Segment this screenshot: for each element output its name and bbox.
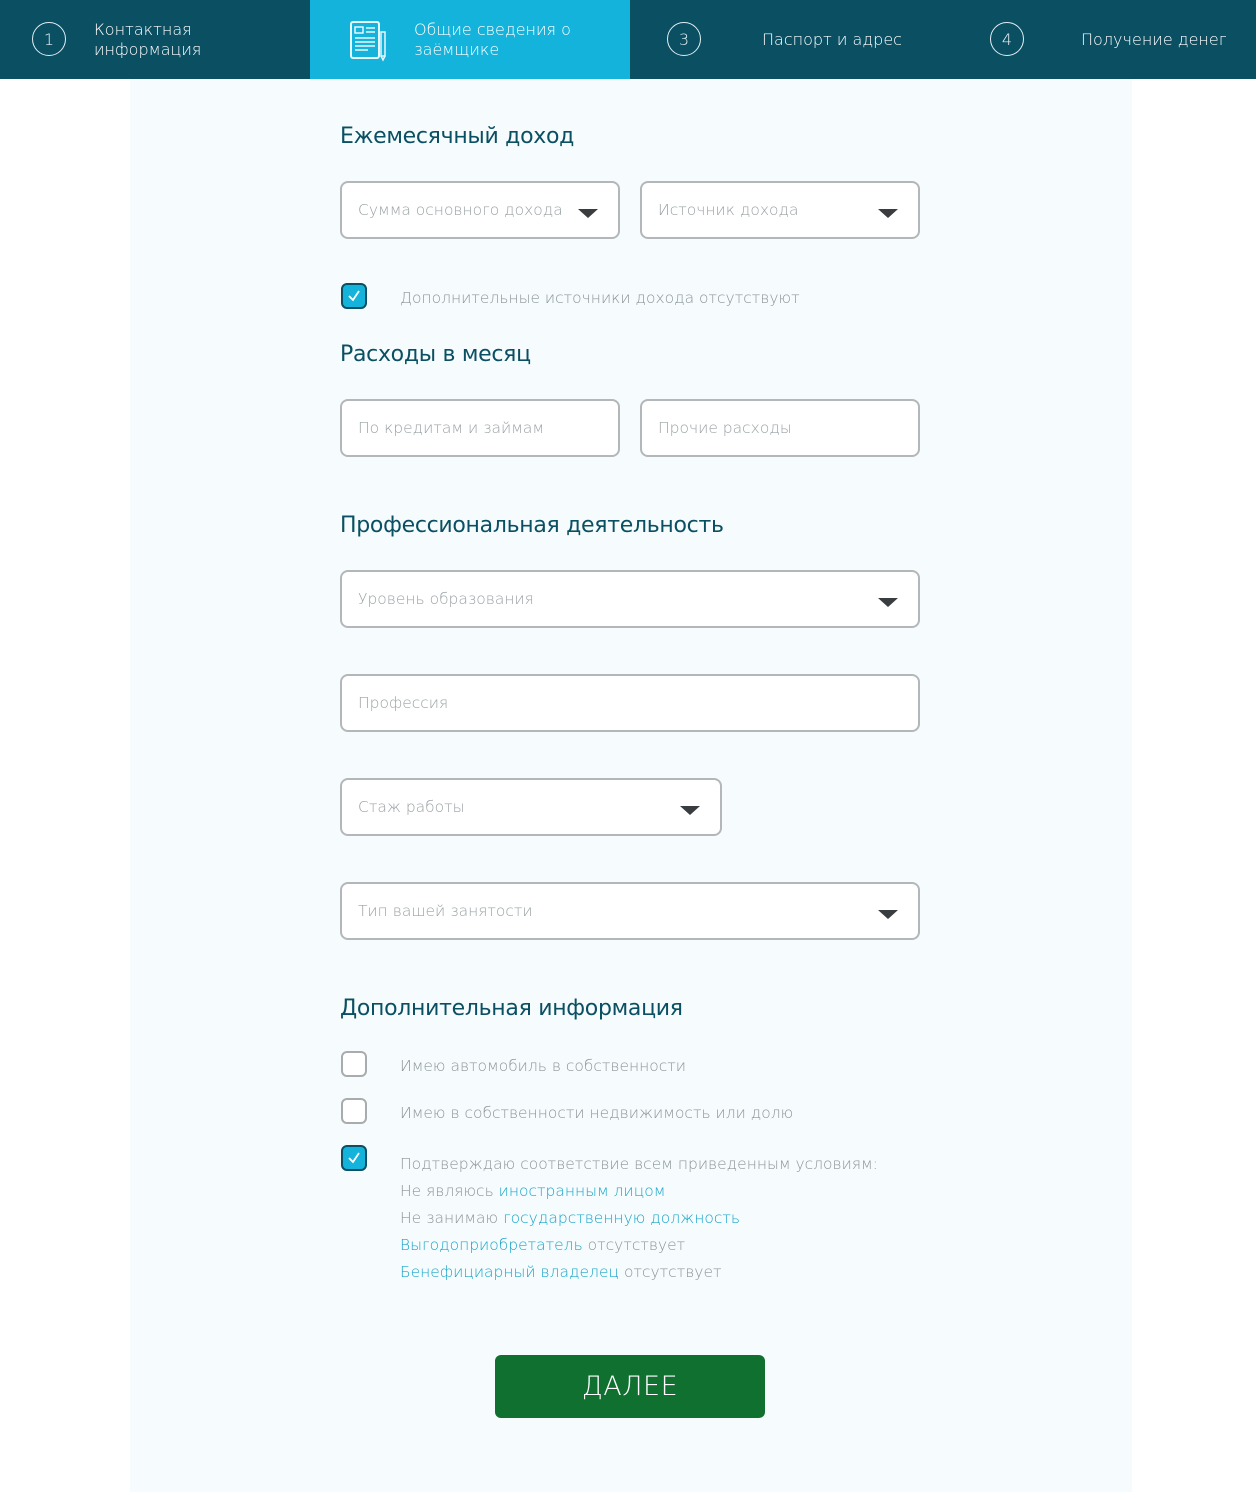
step-1-label-line1: Контактная (94, 20, 192, 39)
other-expenses-placeholder: Прочие расходы (658, 419, 792, 437)
chevron-down-icon (578, 209, 598, 218)
condition-beneficiary (400, 1232, 878, 1259)
step-3-label: Паспорт и адрес (762, 30, 902, 49)
education-select[interactable] (340, 570, 920, 628)
public-office-link[interactable]: государственную должность (503, 1209, 741, 1227)
income-title: Ежемесячный доход (340, 124, 575, 149)
experience-select[interactable] (340, 778, 722, 836)
employment-type-select[interactable] (340, 882, 920, 940)
beneficiary-link[interactable]: Выгодоприобретатель (400, 1236, 583, 1254)
employment-type-placeholder: Тип вашей занятости (358, 902, 533, 920)
confirm-label: Подтверждаю соответствие всем приведенным условиям: (400, 1155, 878, 1173)
condition-beneficial-owner (400, 1259, 878, 1286)
step-2-label-line1: Общие сведения о (414, 20, 571, 39)
step-1[interactable] (0, 0, 310, 79)
profession-placeholder: Профессия (358, 694, 449, 712)
checkmark-icon (347, 1151, 361, 1165)
professional-title: Профессиональная деятельность (340, 513, 724, 538)
step-1-label-line2: информация (94, 40, 202, 59)
step-2-label-line2: заёмщике (414, 40, 500, 59)
condition-public-office (400, 1205, 878, 1232)
step-4[interactable] (950, 0, 1256, 79)
experience-placeholder: Стаж работы (358, 798, 465, 816)
step-4-label: Получение денег (1081, 30, 1227, 49)
beneficial-owner-link[interactable]: Бенефициарный владелец (400, 1263, 620, 1281)
condition-foreign (400, 1178, 878, 1205)
property-label: Имею в собственности недвижимость или долю (400, 1104, 794, 1122)
property-checkbox[interactable] (341, 1098, 367, 1124)
condition-beneficial-owner-suffix: отсутствует (619, 1263, 722, 1281)
confirm-conditions-checkbox[interactable] (341, 1145, 367, 1171)
foreign-person-link[interactable]: иностранным лицом (498, 1182, 666, 1200)
step-2-active[interactable] (310, 0, 630, 79)
step-1-number: 1 (32, 22, 66, 56)
other-expenses-input[interactable] (640, 399, 920, 457)
chevron-down-icon (680, 806, 700, 815)
expenses-title: Расходы в месяц (340, 342, 531, 367)
next-button[interactable]: ДАЛЕЕ (495, 1355, 765, 1418)
car-checkbox[interactable] (341, 1051, 367, 1077)
additional-title: Дополнительная информация (340, 996, 683, 1021)
no-extra-income-checkbox[interactable] (341, 283, 367, 309)
income-amount-select[interactable] (340, 181, 620, 239)
income-source-placeholder: Источник дохода (658, 201, 799, 219)
condition-beneficiary-suffix: отсутствует (582, 1236, 686, 1254)
profession-input[interactable] (340, 674, 920, 732)
confirm-conditions-text (400, 1151, 878, 1286)
credits-expenses-input[interactable] (340, 399, 620, 457)
chevron-down-icon (878, 598, 898, 607)
step-3-number: 3 (667, 22, 701, 56)
credits-expenses-placeholder: По кредитам и займам (358, 419, 545, 437)
chevron-down-icon (878, 209, 898, 218)
steps-bar (0, 0, 1256, 79)
step-1-label (94, 20, 201, 60)
step-2-label (414, 20, 571, 60)
checkmark-icon (347, 289, 361, 303)
condition-public-office-prefix: Не занимаю (400, 1209, 504, 1227)
step-4-number: 4 (990, 22, 1024, 56)
education-placeholder: Уровень образования (358, 590, 534, 608)
no-extra-income-label: Дополнительные источники дохода отсутствуют (400, 289, 800, 307)
income-amount-placeholder: Сумма основного дохода (358, 201, 563, 219)
car-label: Имею автомобиль в собственности (400, 1057, 686, 1075)
income-source-select[interactable] (640, 181, 920, 239)
chevron-down-icon (878, 910, 898, 919)
step-3[interactable] (630, 0, 950, 79)
condition-foreign-prefix: Не являюсь (400, 1182, 499, 1200)
document-icon (348, 20, 388, 62)
